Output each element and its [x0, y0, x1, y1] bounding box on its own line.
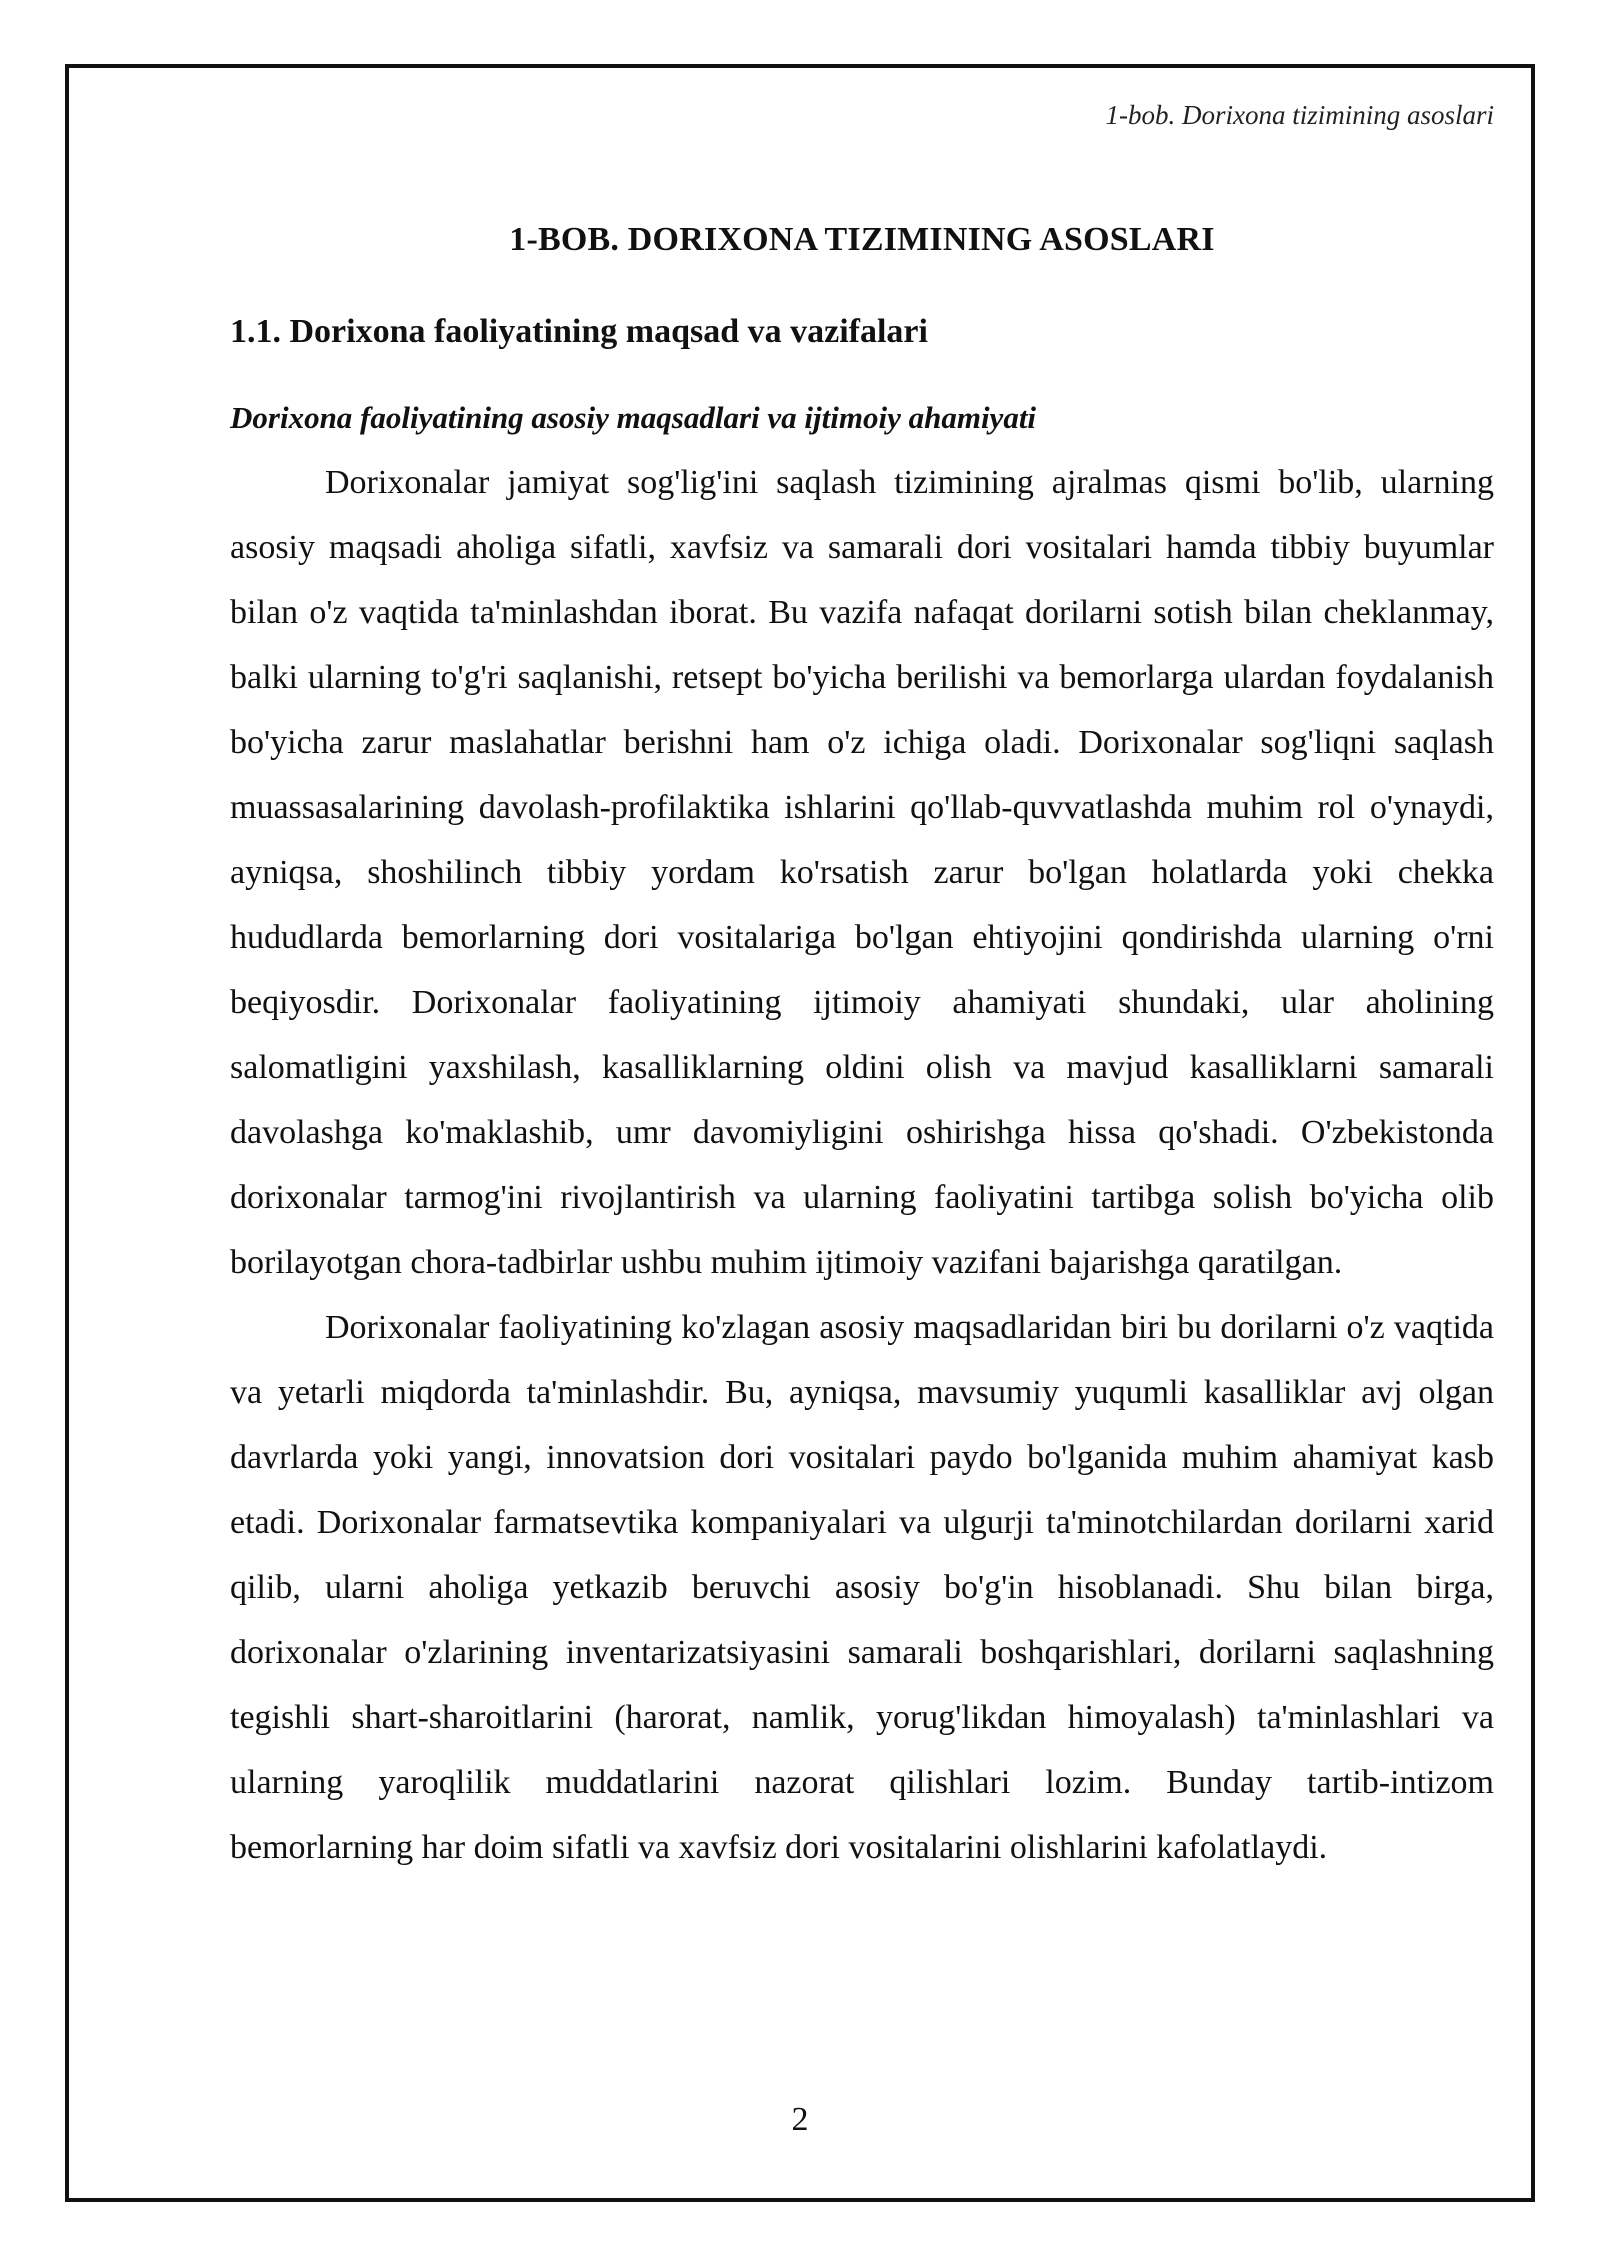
subsection-title: Dorixona faoliyatining asosiy maqsadlari va ijtimoiy ahamiyati: [230, 400, 1037, 435]
page-number: 2: [791, 2101, 809, 2138]
body-paragraph: Dorixonalar jamiyat sog'lig'ini saqlash tizimining ajralmas qismi bo'lib, ularning asosiy maqsadi aholiga sifatli, xavfsiz va samarali dori vositalari hamda tibbiy buyumlar bilan o'z vaqtida ta'minlashdan iborat. Bu vazifa nafaqat dorilarni sotish bilan cheklanmay, balki ularning to'g'ri saqlanishi, retsept bo'yicha berilishi va bemorlarga ulardan foydalanish bo'yicha zarur maslahatlar berishni ham o'z ichiga oladi. Dorixonalar sog'liqni saqlash muassasalarining davolash-profilaktika ishlarini qo'llab-quvvatlashda muhim rol o'ynaydi, ayniqsa, shoshilinch tibbiy yordam ko'rsatish zarur bo'lgan holatlarda yoki chekka hududlarda bemorlarning dori vositalariga bo'lgan ehtiyojini qondirishda ularning o'rni beqiyosdir. Dorixonalar faoliyatining ijtimoiy ahamiyati shundaki, ular aholining salomatligini yaxshilash, kasalliklarning oldini olish va mavjud kasalliklarni samarali davolashga ko'maklashib, umr davomiyligini oshirishga hissa qo'shadi. O'zbekistonda dorixonalar tarmog'ini rivojlantirish va ularning faoliyatini tartibga solish bo'yicha olib borilayotgan chora-tadbirlar ushbu muhim ijtimoiy vazifani bajarishga qaratilgan.: [230, 464, 1494, 1281]
chapter-title: 1-BOB. DORIXONA TIZIMINING ASOSLARI: [509, 221, 1215, 258]
page-content: [230, 210, 1494, 1880]
running-header: 1-bob. Dorixona tizimining asoslari: [1105, 100, 1494, 130]
body-paragraph: Dorixonalar faoliyatining ko'zlagan asosiy maqsadlaridan biri bu dorilarni o'z vaqtida va yetarli miqdorda ta'minlashdir. Bu, ayniqsa, mavsumiy yuqumli kasalliklar avj olgan davrlarda yoki yangi, innovatsion dori vositalari paydo bo'lganida muhim ahamiyat kasb etadi. Dorixonalar farmatsevtika kompaniyalari va ulgurji ta'minotchilardan dorilarni xarid qilib, ularni aholiga yetkazib beruvchi asosiy bo'g'in hisoblanadi. Shu bilan birga, dorixonalar o'zlarining inventarizatsiyasini samarali boshqarishlari, dorilarni saqlashning tegishli shart-sharoitlarini (harorat, namlik, yorug'likdan himoyalash) ta'minlashlari va ularning yaroqlilik muddatlarini nazorat qilishlari lozim. Bunday tartib-intizom bemorlarning har doim sifatli va xavfsiz dori vositalarini olishlarini kafolatlaydi.: [230, 1309, 1494, 1866]
section-title: 1.1. Dorixona faoliyatining maqsad va vazifalari: [230, 313, 928, 350]
